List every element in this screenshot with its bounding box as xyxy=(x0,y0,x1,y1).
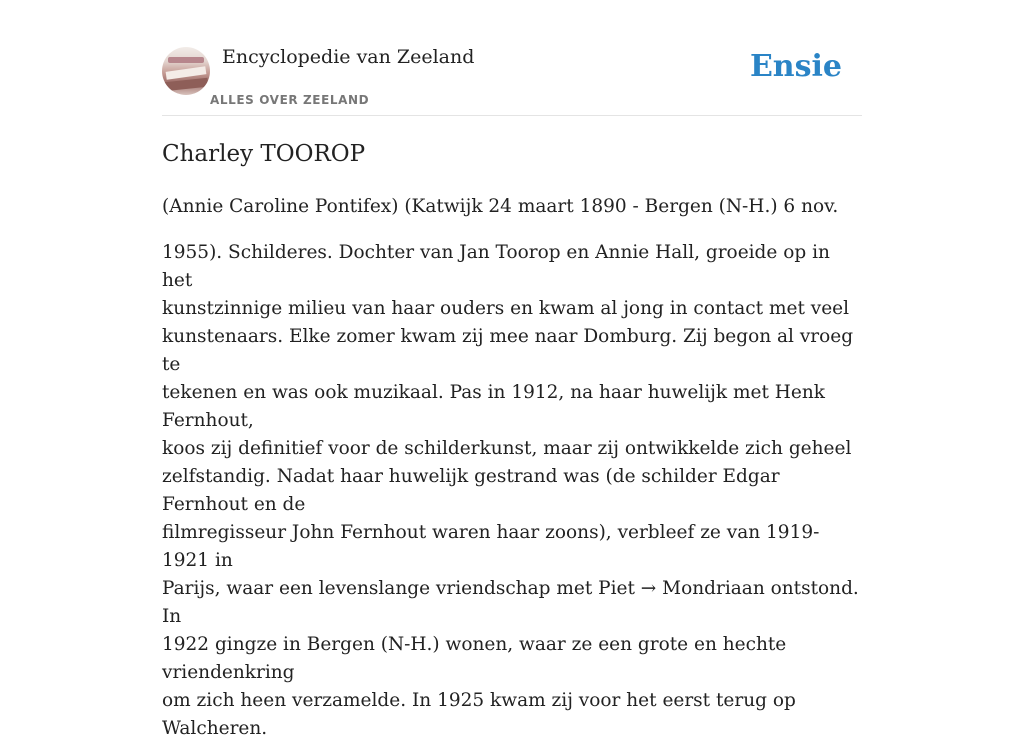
site-title-link[interactable]: Encyclopedie van Zeeland xyxy=(222,46,475,68)
article-body: 1955). Schilderes. Dochter van Jan Toorop en Annie Hall, groeide op in het kunstzinnige milieu van haar ouders en kwam al jong in contact met veel kunstenaars. Elke zomer kwam zij mee naar Domburg. Zij begon al vroeg te tekenen en was ook muzikaal. Pas in 1912, na haar huwelijk met Henk Fernhout, koos zij definitief voor de schilderkunst, maar zij ontwikkelde zich geheel zelfstandig. Nadat haar huwelijk gestrand was (de schilder Edgar Fernhout en de filmregisseur John Fernhout waren haar zoons), verbleef ze van 1919-1921 in Parijs, waar een levenslange vriendschap met Piet → Mondriaan ontstond. In 1922 gingze in Bergen (N-H.) wonen, waar ze een grote en hechte vriendenkring om zich heen verzamelde. In 1925 kwam zij voor het eerst terug op Walcheren. xyxy=(162,242,859,739)
site-avatar[interactable] xyxy=(162,47,210,95)
page-container xyxy=(162,0,862,739)
book-icon xyxy=(168,57,204,63)
article-intro: (Annie Caroline Pontifex) (Katwijk 24 maart 1890 - Bergen (N-H.) 6 nov. xyxy=(162,196,839,217)
book-icon xyxy=(164,78,209,92)
ensie-logo-link[interactable]: Ensie xyxy=(749,49,842,84)
site-header xyxy=(162,0,862,116)
article-title: Charley TOOROP xyxy=(162,141,366,167)
site-tagline: ALLES OVER ZEELAND xyxy=(210,93,370,107)
